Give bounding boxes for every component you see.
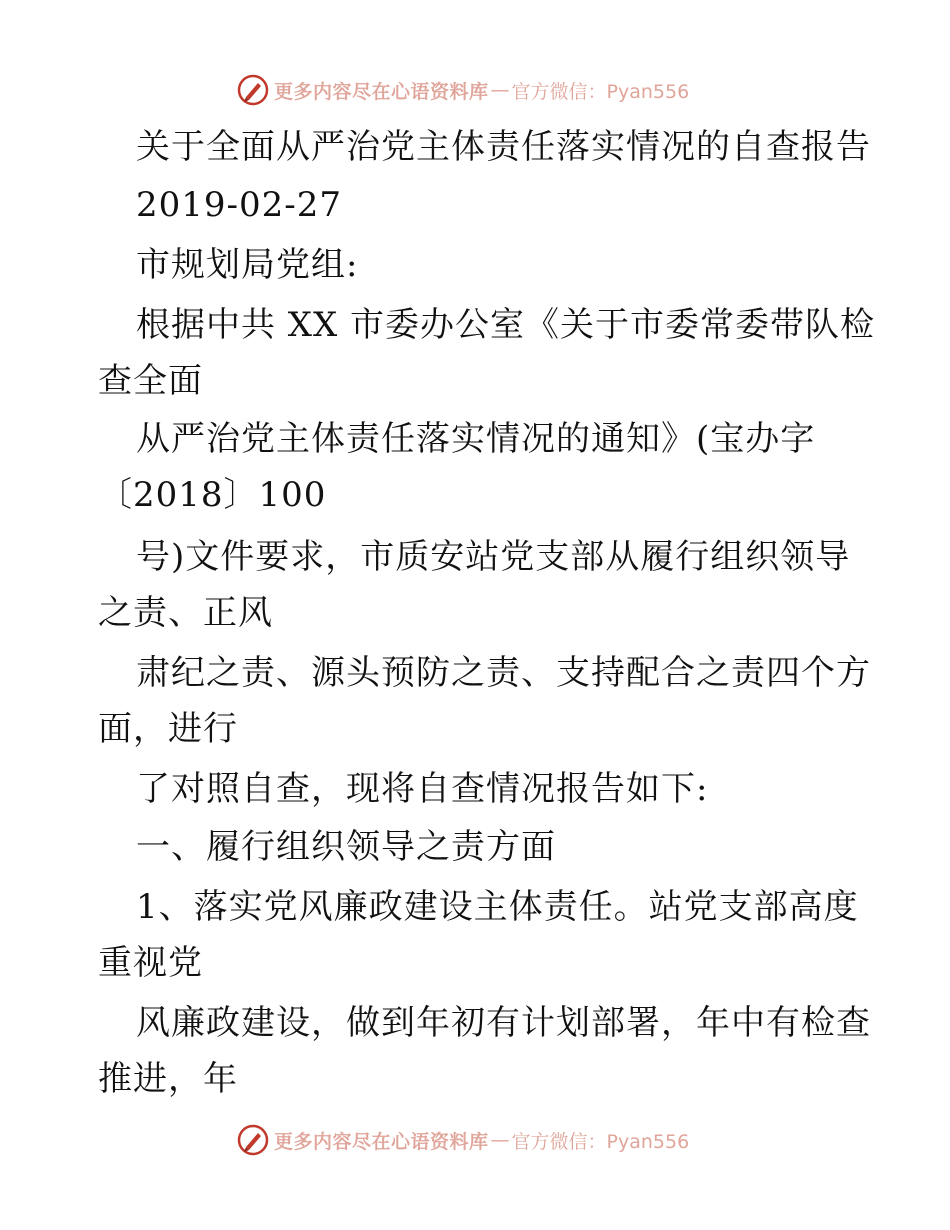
watermark-wechat: 官方微信：Pyan556: [511, 1130, 690, 1153]
paragraph-line: 风廉政建设，做到年初有计划部署，年中有检查: [136, 1003, 871, 1043]
paragraph-line: 〔2018〕100: [98, 475, 327, 515]
paragraph-line: 查全面: [98, 361, 203, 401]
paragraph-line: 肃纪之责、源头预防之责、支持配合之责四个方: [136, 653, 871, 693]
paragraph-line: 从严治党主体责任落实情况的通知》(宝办字: [136, 419, 816, 459]
paragraph-line: 面，进行: [98, 709, 238, 749]
watermark-footer: [236, 1122, 689, 1158]
watermark-separator: —: [490, 79, 510, 101]
paragraph-line: 号)文件要求，市质安站党支部从履行组织领导: [136, 537, 851, 577]
paragraph-line: 之责、正风: [98, 593, 273, 633]
paragraph-line: 1、落实党风廉政建设主体责任。站党支部高度: [136, 887, 859, 927]
document-recipient: 市规划局党组:: [136, 245, 359, 285]
pen-logo-icon: [236, 1123, 270, 1157]
watermark-text: 更多内容尽在心语资料库: [274, 1130, 489, 1153]
paragraph-line: 了对照自查，现将自查情况报告如下:: [136, 769, 709, 809]
watermark-text: 更多内容尽在心语资料库: [274, 80, 489, 103]
document-title: 关于全面从严治党主体责任落实情况的自查报告: [136, 127, 871, 167]
paragraph-line: 重视党: [98, 943, 203, 983]
section-heading: 一、履行组织领导之责方面: [136, 827, 556, 867]
pen-logo-icon: [236, 73, 270, 107]
watermark-wechat: 官方微信：Pyan556: [511, 80, 690, 103]
document-date: 2019-02-27: [136, 185, 343, 225]
watermark-header: [236, 72, 689, 108]
paragraph-line: 根据中共 XX 市委办公室《关于市委常委带队检: [136, 305, 876, 345]
watermark-separator: —: [490, 1129, 510, 1151]
paragraph-line: 推进，年: [98, 1059, 238, 1099]
